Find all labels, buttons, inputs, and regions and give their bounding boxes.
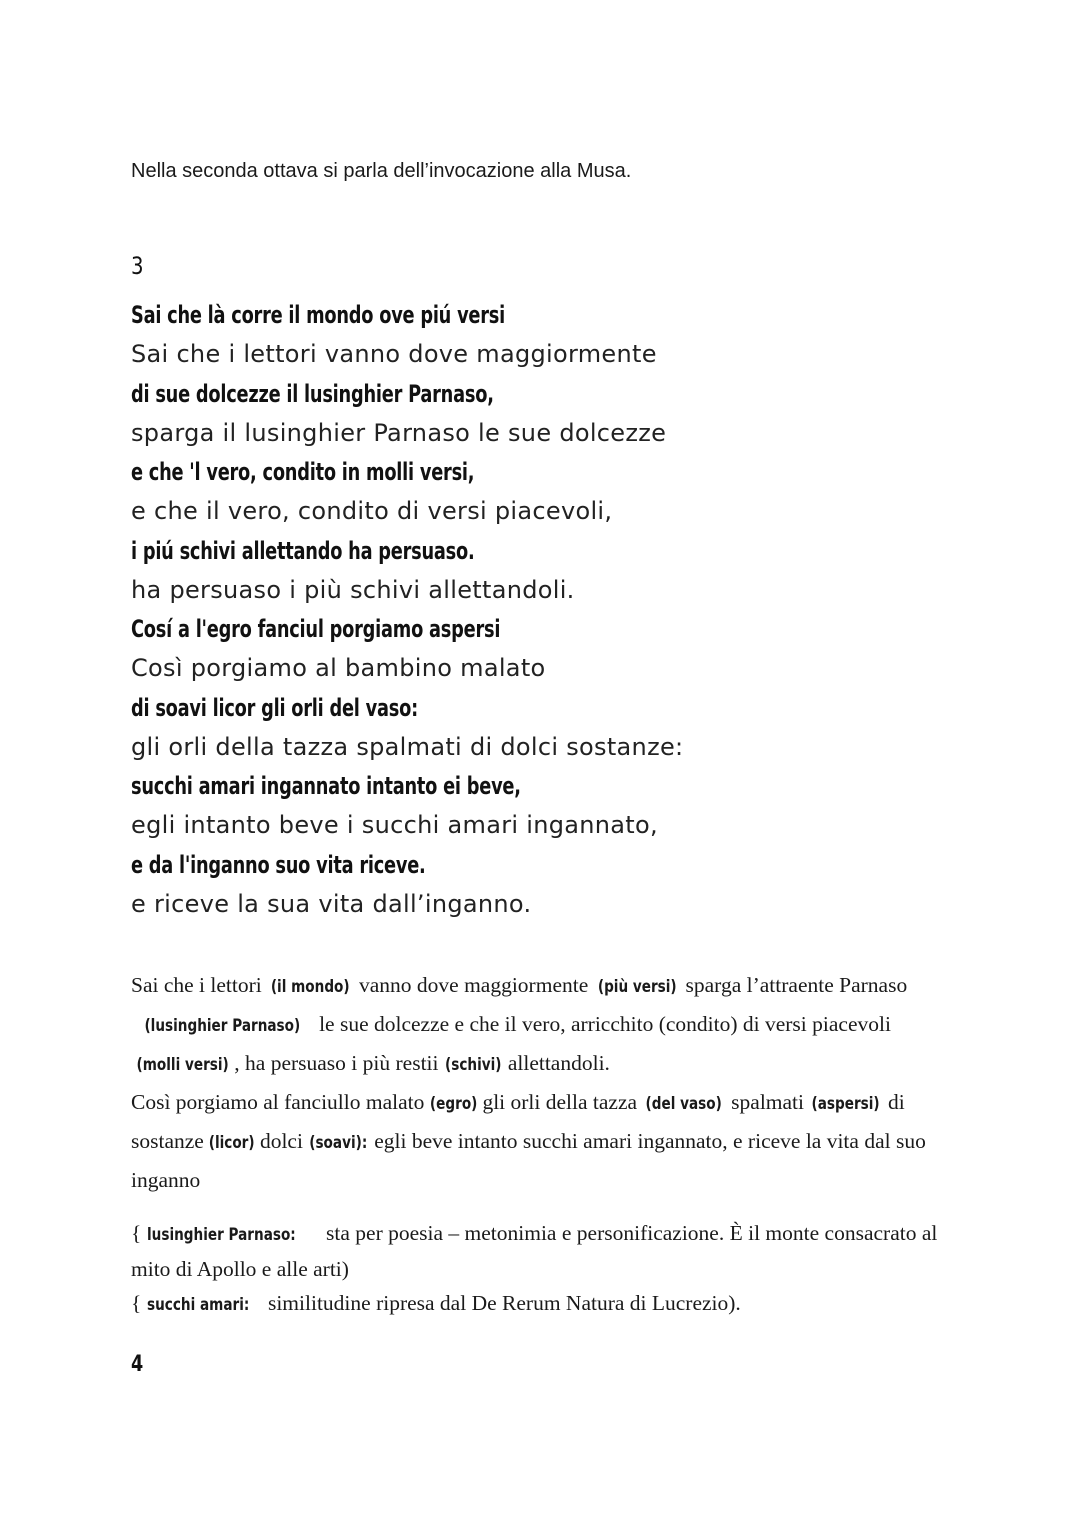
prose-paraphrase <box>131 967 971 1199</box>
note-brace: { <box>131 1221 147 1245</box>
note-term: lusinghier Parnaso: <box>146 1225 296 1245</box>
notes <box>131 1216 971 1322</box>
verse-original: di sue dolcezze il lusinghier Parnaso, <box>131 379 494 408</box>
verse-original: Cosí a l'egro fanciul porgiamo aspersi <box>131 615 501 643</box>
prose-keyword: (egro) <box>429 1094 478 1114</box>
note-item <box>131 1286 971 1322</box>
prose-keyword: (schivi) <box>444 1055 502 1075</box>
prose-keyword: (del vaso) <box>645 1094 723 1114</box>
prose-text: gli orli della tazza <box>477 1090 643 1114</box>
verse-original: succhi amari ingannato intanto ei beve, <box>131 772 521 800</box>
verse-original: di soavi licor gli orli del vaso: <box>131 693 418 722</box>
prose-text: , ha persuaso i più restii <box>234 1051 444 1075</box>
note-brace: { <box>131 1291 147 1315</box>
prose-text: Così porgiamo al fanciullo malato <box>131 1090 430 1114</box>
prose-text: Sai che i lettori <box>131 973 268 997</box>
prose-text: spalmati <box>725 1090 810 1114</box>
intro-text: Nella seconda ottava si parla dell’invocazione alla Musa. <box>131 160 632 182</box>
prose-text: dolci <box>254 1129 309 1153</box>
prose-text: sparga l’attraente Parnaso <box>680 973 908 997</box>
verse-original: i piú schivi allettando ha persuaso. <box>131 536 475 565</box>
prose-keyword: (lusinghier Parnaso) <box>144 1016 301 1036</box>
prose-text: allettandoli. <box>502 1051 610 1075</box>
prose-text: le sue dolcezze e che il vero, arricchito (condito) di versi piacevoli <box>313 1012 891 1036</box>
prose-keyword: (licor) <box>208 1133 255 1153</box>
verse-paraphrase: Così porgiamo al bambino malato <box>131 654 546 682</box>
verse-paraphrase: sparga il lusinghier Parnaso le sue dolcezze <box>131 418 667 447</box>
prose-keyword: (soavi): <box>309 1133 368 1153</box>
note-term: succhi amari: <box>146 1295 250 1315</box>
prose-text: vanno dove maggiormente <box>353 973 594 997</box>
next-stanza-number: 4 <box>131 1352 144 1377</box>
prose-keyword: (molli versi) <box>136 1055 229 1075</box>
prose-text: egli beve intanto succhi amari ingannato, e riceve la vita dal suo inganno <box>131 1129 926 1192</box>
verse-original: e che 'l vero, condito in molli versi, <box>131 458 475 486</box>
prose-keyword: (aspersi) <box>811 1094 881 1114</box>
verse-original: Sai che là corre il mondo ove piú versi <box>131 301 506 329</box>
verse-paraphrase: egli intanto beve i succhi amari ingannato, <box>131 811 658 839</box>
stanza-verses <box>131 296 1031 924</box>
note-text: sta per poesia – metonimia e personificazione. È il monte consacrato al mito di Apollo e alle arti) <box>131 1221 938 1281</box>
verse-original: e da l'inganno suo vita riceve. <box>131 850 426 879</box>
note-item <box>131 1216 971 1286</box>
verse-paraphrase: e riceve la sua vita dall’inganno. <box>131 889 532 918</box>
verse-paraphrase: gli orli della tazza spalmati di dolci sostanze: <box>131 732 684 761</box>
note-text: similitudine ripresa dal De Rerum Natura di Lucrezio). <box>262 1291 741 1315</box>
verse-paraphrase: e che il vero, condito di versi piacevoli, <box>131 497 613 525</box>
verse-paraphrase: ha persuaso i più schivi allettandoli. <box>131 575 575 604</box>
prose-text: di sostanze <box>131 1090 905 1153</box>
prose-keyword: (più versi) <box>597 977 677 997</box>
stanza-number: 3 <box>131 252 144 280</box>
prose-keyword: (il mondo) <box>270 977 350 997</box>
verse-paraphrase: Sai che i lettori vanno dove maggiormente <box>131 340 657 368</box>
